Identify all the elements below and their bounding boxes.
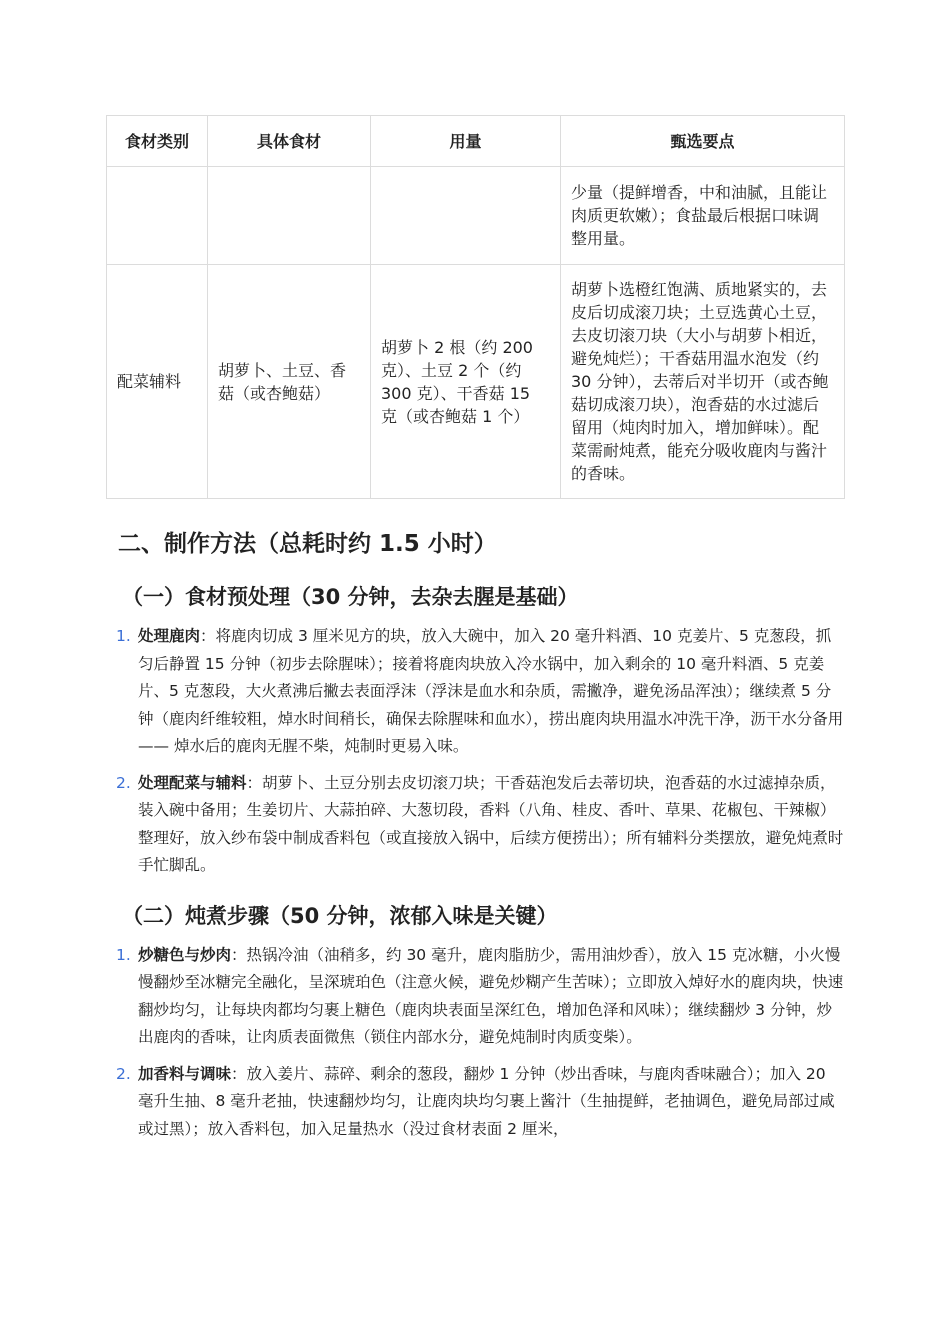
step-lead: 处理配菜与辅料 [138, 773, 247, 792]
cell-notes: 胡萝卜选橙红饱满、质地紧实的，去皮后切成滚刀块；土豆选黄心土豆，去皮切滚刀块（大小与胡萝卜相近，避免炖烂）；干香菇用温水泡发（约 30 分钟），去蒂后对半切开（或杏鲍菇切成滚刀块），泡香菇的水过滤后留用（炖肉时加入，增加鲜味）。配菜需耐炖煮，能充分吸收鹿肉与酱汁的香味。 [561, 265, 845, 499]
list-number: 2. [116, 1064, 131, 1083]
document-page [106, 115, 844, 1152]
header-items: 具体食材 [208, 116, 371, 167]
step-text: ：将鹿肉切成 3 厘米见方的块，放入大碗中，加入 20 毫升料酒、10 克姜片、5 克葱段，抓匀后静置 15 分钟（初步去除腥味）；接着将鹿肉块放入冷水锅中，加入剩余的 10 毫升料酒、5 克姜片、5 克葱段，大火煮沸后撇去表面浮沫（浮沫是血水和杂质，需撇净，避免汤品浑浊）；继续煮 5 分钟（鹿肉纤维较粗，焯水时间稍长，确保去除腥味和血水），捞出鹿肉块用温水冲洗干净，沥干水分备用 —— 焯水后的鹿肉无腥不柴，炖制时更易入味。 [138, 627, 844, 755]
list-number: 1. [116, 627, 131, 645]
step-lead: 处理鹿肉 [138, 627, 201, 645]
prep-heading: （一）食材预处理（30 分钟，去杂去腥是基础） [122, 585, 579, 609]
cell-category [107, 167, 208, 265]
list-item [106, 770, 844, 880]
step-lead: 炒糖色与炒肉 [138, 945, 232, 964]
step-text: ：胡萝卜、土豆分别去皮切滚刀块；干香菇泡发后去蒂切块，泡香菇的水过滤掉杂质，装入碗中备用；生姜切片、大蒜拍碎、大葱切段，香料（八角、桂皮、香叶、草果、花椒包、干辣椒）整理好，放入纱布袋中制成香料包（或直接放入锅中，后续方便捞出）；所有辅料分类摆放，避免炖煮时手忙脚乱。 [138, 773, 844, 874]
stew-steps-list [106, 942, 844, 1144]
list-item [106, 623, 844, 761]
stew-heading: （二）炖煮步骤（50 分钟，浓郁入味是关键） [122, 903, 558, 928]
section-heading: 二、制作方法（总耗时约 1.5 小时） [118, 531, 497, 557]
step-text: ：热锅冷油（油稍多，约 30 毫升，鹿肉脂肪少，需用油炒香），放入 15 克冰糖，小火慢慢翻炒至冰糖完全融化，呈深琥珀色（注意火候，避免炒糊产生苦味）；立即放入焯好水的鹿肉块，快速翻炒均匀，让每块肉都均匀裹上糖色（鹿肉块表面呈深红色，增加色泽和风味）；继续翻炒 3 分钟，炒出鹿肉的香味，让肉质表面微焦（锁住内部水分，避免炖制时肉质变柴）。 [138, 945, 844, 1046]
header-notes: 甄选要点 [561, 116, 845, 167]
table-header-row [107, 116, 845, 167]
cell-amount: 胡萝卜 2 根（约 200 克）、土豆 2 个（约 300 克）、干香菇 15 克（或杏鲍菇 1 个） [371, 265, 561, 499]
cell-notes: 少量（提鲜增香，中和油腻，且能让肉质更软嫩）；食盐最后根据口味调整用量。 [561, 167, 845, 265]
ingredients-table [106, 115, 845, 499]
cell-items [208, 167, 371, 265]
cell-items: 胡萝卜、土豆、香菇（或杏鲍菇） [208, 265, 371, 499]
prep-steps-list [106, 623, 844, 880]
list-item [106, 942, 844, 1052]
list-number: 2. [116, 773, 131, 792]
step-lead: 加香料与调味 [138, 1064, 232, 1083]
table-row [107, 265, 845, 499]
table-row [107, 167, 845, 265]
step-text: ：放入姜片、蒜碎、剩余的葱段，翻炒 1 分钟（炒出香味，与鹿肉香味融合）；加入 20 毫升生抽、8 毫升老抽，快速翻炒均匀，让鹿肉块均匀裹上酱汁（生抽提鲜，老抽调色，避免局部过咸或过黑）；放入香料包，加入足量热水（没过食材表面 2 厘米， [138, 1064, 835, 1138]
header-category: 食材类别 [107, 116, 208, 167]
list-number: 1. [116, 945, 131, 964]
cell-category: 配菜辅料 [107, 265, 208, 499]
header-amount: 用量 [371, 116, 561, 167]
cell-amount [371, 167, 561, 265]
list-item [106, 1061, 844, 1144]
